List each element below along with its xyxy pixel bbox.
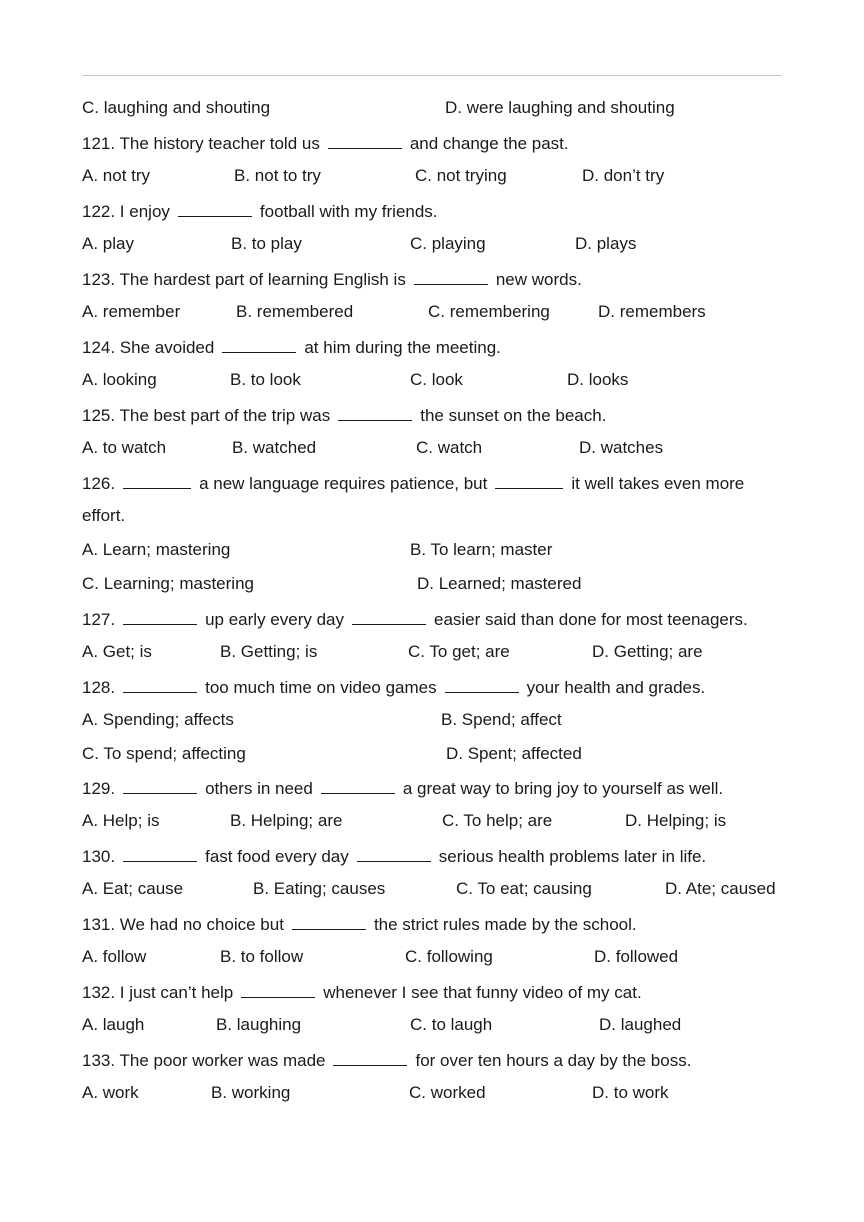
option-a: A. follow — [82, 947, 147, 966]
question-text-end: and change the past. — [409, 134, 569, 153]
question-text: 133. The poor worker was made — [82, 1051, 326, 1070]
question-123 — [82, 266, 582, 290]
answer-blank — [241, 979, 315, 998]
option-b: B. to look — [230, 370, 301, 389]
option-d: D. Helping; is — [625, 811, 727, 830]
question-126 — [82, 470, 744, 494]
option-a: A. Get; is — [82, 642, 152, 661]
option-d: D. Ate; caused — [665, 879, 776, 898]
question-number: 128. — [82, 678, 116, 697]
question-number: 130. — [82, 847, 116, 866]
question-121 — [82, 130, 569, 154]
question-text: too much time on video games — [205, 678, 437, 697]
question-text-end: easier said than done for most teenagers. — [434, 610, 748, 629]
option-a: A. play — [82, 234, 134, 253]
question-continuation: effort. — [82, 506, 126, 525]
option-c: C. To spend; affecting — [82, 744, 246, 763]
answer-blank — [292, 911, 366, 930]
option-c: C. worked — [409, 1083, 486, 1102]
option-c: C. not trying — [415, 166, 507, 185]
option-a: A. looking — [82, 370, 157, 389]
option-a: A. Eat; cause — [82, 879, 184, 898]
question-124 — [82, 334, 501, 358]
question-text: 131. We had no choice but — [82, 915, 284, 934]
option-b: B. Getting; is — [220, 642, 318, 661]
answer-blank — [445, 674, 519, 693]
question-text: 132. I just can’t help — [82, 983, 234, 1002]
question-number: 127. — [82, 610, 116, 629]
answer-blank — [222, 334, 296, 353]
option-b: B. laughing — [216, 1015, 302, 1034]
question-text: 123. The hardest part of learning English is — [82, 270, 406, 289]
option-d: D. watches — [579, 438, 664, 457]
option-d: D. looks — [567, 370, 629, 389]
question-text: 121. The history teacher told us — [82, 134, 320, 153]
question-133 — [82, 1047, 691, 1071]
option-c: C. playing — [410, 234, 486, 253]
question-132 — [82, 979, 642, 1003]
question-text: 125. The best part of the trip was — [82, 406, 331, 425]
option-d: D. to work — [592, 1083, 669, 1102]
option-b: B. remembered — [236, 302, 354, 321]
question-text-end: it well takes even more — [571, 474, 745, 493]
answer-blank — [352, 606, 426, 625]
option-c: C. look — [410, 370, 463, 389]
question-129 — [82, 775, 723, 799]
option-d: D. Learned; mastered — [417, 574, 582, 593]
option-a: A. Learn; mastering — [82, 540, 231, 559]
option-b: B. To learn; master — [410, 540, 553, 559]
option-a: A. not try — [82, 166, 151, 185]
option-d: D. plays — [575, 234, 637, 253]
answer-blank — [123, 606, 197, 625]
question-text: 122. I enjoy — [82, 202, 170, 221]
question-text-end: the sunset on the beach. — [420, 406, 607, 425]
question-text: a new language requires patience, but — [199, 474, 488, 493]
answer-blank — [333, 1047, 407, 1066]
question-text-end: the strict rules made by the school. — [373, 915, 637, 934]
option-c: C. following — [405, 947, 493, 966]
question-number: 126. — [82, 474, 116, 493]
answer-blank — [328, 130, 402, 149]
option-c: C. remembering — [428, 302, 550, 321]
option-d: D. followed — [594, 947, 679, 966]
option-c: C. To help; are — [442, 811, 553, 830]
option-b: B. watched — [232, 438, 317, 457]
option-b: B. Eating; causes — [253, 879, 386, 898]
answer-blank — [123, 674, 197, 693]
question-127 — [82, 606, 748, 630]
option-c: C. laughing and shouting — [82, 98, 271, 117]
question-text-end: serious health problems later in life. — [438, 847, 707, 866]
question-text-end: football with my friends. — [259, 202, 438, 221]
option-c: C. watch — [416, 438, 483, 457]
answer-blank — [338, 402, 412, 421]
header-divider — [82, 75, 782, 76]
answer-blank — [123, 843, 197, 862]
option-c: C. to laugh — [410, 1015, 493, 1034]
question-text-end: whenever I see that funny video of my cat. — [323, 983, 642, 1002]
option-c: C. To eat; causing — [456, 879, 592, 898]
option-a: A. laugh — [82, 1015, 145, 1034]
question-number: 129. — [82, 779, 116, 798]
question-text: others in need — [205, 779, 313, 798]
option-d: D. remembers — [598, 302, 706, 321]
question-text-end: for over ten hours a day by the boss. — [415, 1051, 692, 1070]
option-a: A. work — [82, 1083, 139, 1102]
question-text-end: a great way to bring joy to yourself as well. — [402, 779, 724, 798]
question-131 — [82, 911, 637, 935]
option-b: B. to follow — [220, 947, 304, 966]
option-b: B. working — [211, 1083, 291, 1102]
option-d: D. were laughing and shouting — [445, 98, 675, 117]
option-b: B. Helping; are — [230, 811, 343, 830]
option-a: A. Spending; affects — [82, 710, 234, 729]
option-a: A. Help; is — [82, 811, 160, 830]
option-d: D. don’t try — [582, 166, 665, 185]
answer-blank — [495, 470, 563, 489]
option-d: D. laughed — [599, 1015, 682, 1034]
question-128 — [82, 674, 705, 698]
answer-blank — [178, 198, 252, 217]
question-text: fast food every day — [205, 847, 349, 866]
question-122 — [82, 198, 438, 222]
option-c: C. Learning; mastering — [82, 574, 254, 593]
question-text: 124. She avoided — [82, 338, 215, 357]
option-d: D. Spent; affected — [446, 744, 582, 763]
question-text-end: your health and grades. — [526, 678, 706, 697]
answer-blank — [414, 266, 488, 285]
answer-blank — [123, 470, 191, 489]
option-a: A. remember — [82, 302, 181, 321]
option-c: C. To get; are — [408, 642, 510, 661]
option-d: D. Getting; are — [592, 642, 703, 661]
answer-blank — [123, 775, 197, 794]
answer-blank — [357, 843, 431, 862]
option-b: B. not to try — [234, 166, 321, 185]
option-b: B. to play — [231, 234, 302, 253]
question-125 — [82, 402, 606, 426]
question-text-end: at him during the meeting. — [304, 338, 501, 357]
question-text-end: new words. — [495, 270, 582, 289]
option-b: B. Spend; affect — [441, 710, 562, 729]
question-130 — [82, 843, 706, 867]
option-a: A. to watch — [82, 438, 167, 457]
question-text: up early every day — [205, 610, 344, 629]
answer-blank — [321, 775, 395, 794]
